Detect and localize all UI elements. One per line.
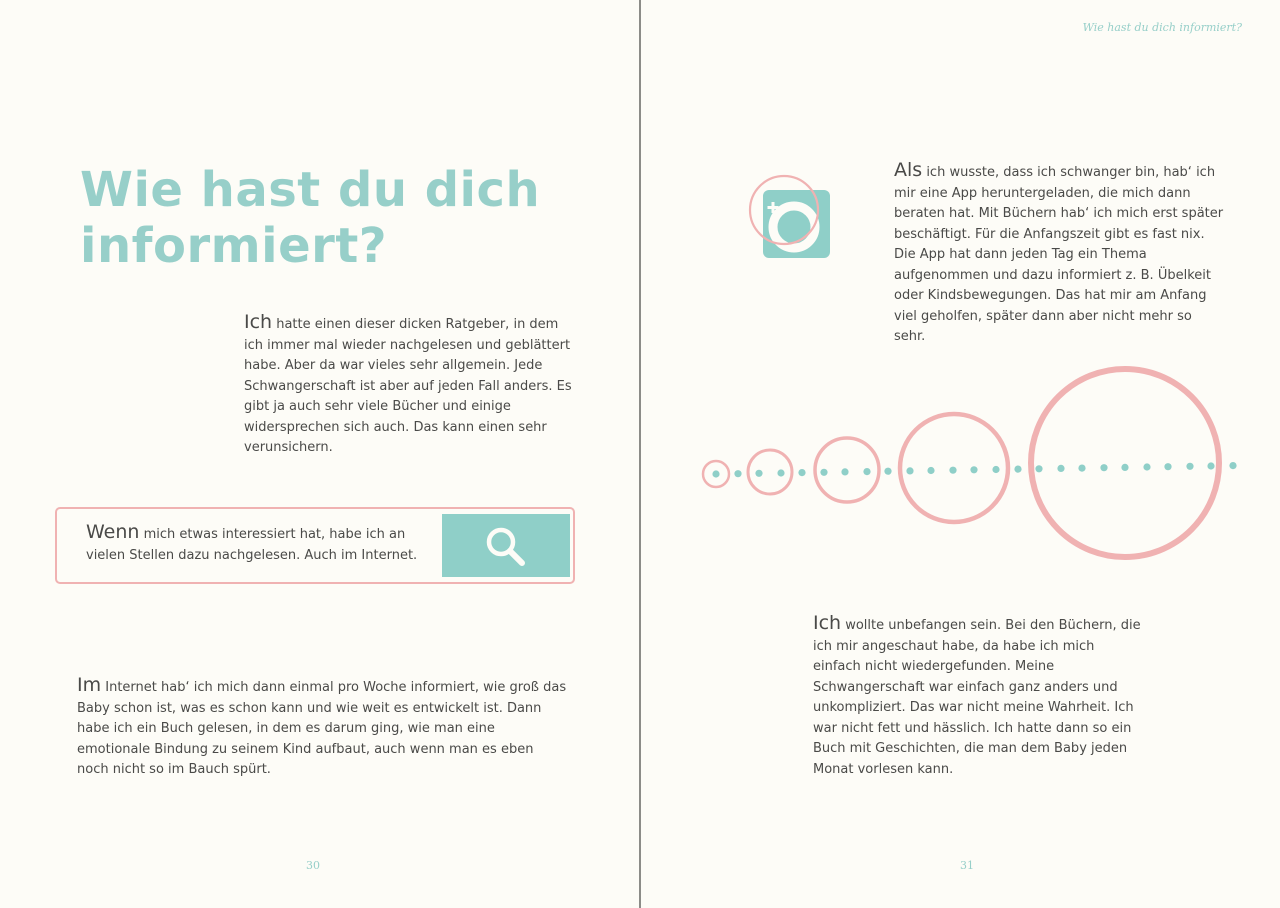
page-number-left: 30 — [306, 859, 320, 872]
paragraph-app — [894, 160, 1224, 348]
paragraph-lead-word: Im — [77, 674, 102, 696]
callout-body: mich etwas interessiert hat, habe ich an vielen Stellen dazu nachgelesen. Auch im Internet. — [86, 527, 418, 563]
internet-callout-box — [55, 507, 575, 584]
page-number-right: 31 — [960, 859, 974, 872]
paragraph-internet — [77, 675, 567, 781]
search-tile — [442, 514, 570, 577]
paragraph-body: ich wusste, dass ich schwanger bin, hab‘ ich mir eine App heruntergeladen, die mich dann beraten hat. Mit Büchern hab‘ ich mich erst später beschäftigt. Für die Anfangszeit gibt es fast nix. Die App hat dann jeden Tag ein Thema aufgenommen und dazu informiert z. B. Übelkeit oder Kindsbewegungen. Das hat mir am Anfang viel geholfen, später dann aber nicht mehr so sehr. — [894, 165, 1224, 344]
paragraph-body: Internet hab‘ ich mich dann einmal pro Woche informiert, wie groß das Baby schon ist, was es schon kann und wie weit es entwickelt ist. Dann habe ich ein Buch gelesen, in dem es darum ging, wie man eine emotionale Bindung zu seinem Kind aufbaut, auch wenn man es eben noch nicht so im Bauch spürt. — [77, 680, 567, 777]
app-icon — [746, 167, 836, 262]
paragraph-lead-word: Ich — [244, 311, 273, 333]
callout-lead-word: Wenn — [86, 521, 140, 543]
paragraph-body: wollte unbefangen sein. Bei den Büchern, die ich mir angeschaut habe, da habe ich mich einfach nicht wiedergefunden. Meine Schwangerschaft war einfach ganz anders und unkompliziert. Das war nicht meine Wahrheit. Ich war nicht fett und hässlich. Ich hatte dann so ein Buch mit Geschichten, die man dem Baby jeden Monat vorlesen kann. — [813, 618, 1141, 777]
paragraph-lead-word: Als — [894, 159, 923, 181]
running-head: Wie hast du dich informiert? — [1082, 21, 1242, 34]
title-line-1: Wie hast du dich — [80, 162, 541, 218]
search-icon — [483, 524, 529, 570]
paragraph-unbiased — [813, 613, 1143, 780]
callout-text — [86, 522, 426, 566]
page-title — [80, 162, 540, 274]
title-line-2: informiert? — [80, 218, 388, 274]
growth-circle-2 — [748, 450, 792, 494]
paragraph-lead-word: Ich — [813, 612, 842, 634]
paragraph-body: hatte einen dieser dicken Ratgeber, in dem ich immer mal wieder nachgelesen und geblättert habe. Aber da war vieles sehr allgemein. Jede Schwangerschaft ist aber auf jeden Fall anders. Es gibt ja auch sehr viele Bücher und einige widersprechen sich auch. Das kann einen sehr verunsichern. — [244, 317, 572, 455]
paragraph-books — [244, 312, 574, 459]
growth-circles-graphic — [698, 362, 1243, 567]
